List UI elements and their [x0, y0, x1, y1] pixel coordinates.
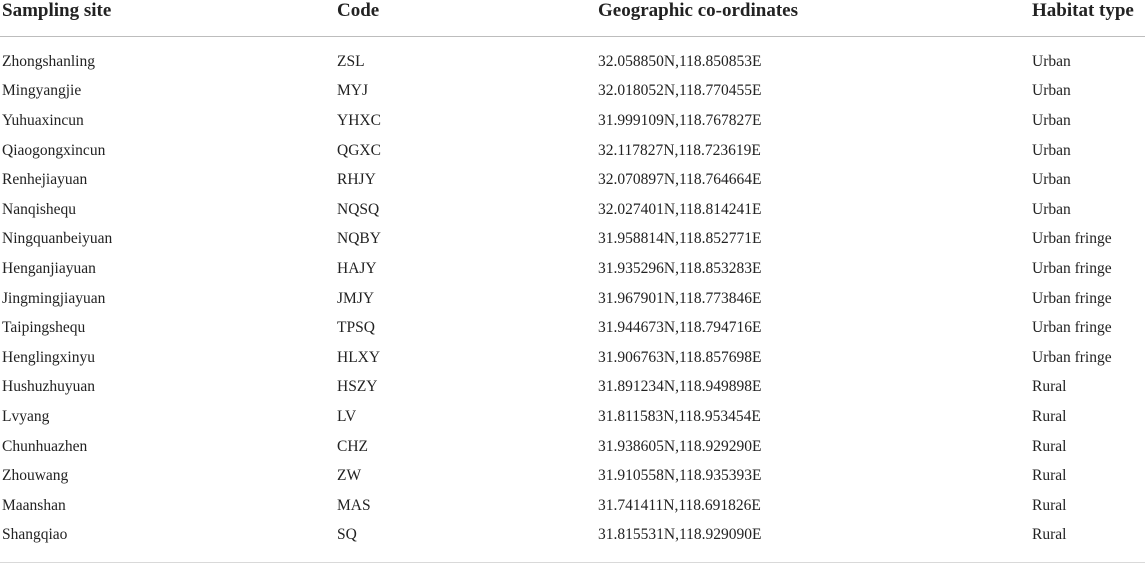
cell-habitat-type: Urban fringe	[1032, 319, 1112, 337]
table-row	[0, 165, 1145, 195]
cell-code: MAS	[337, 496, 371, 514]
table-row	[0, 373, 1145, 403]
cell-code: QGXC	[337, 141, 381, 159]
cell-code: HSZY	[337, 378, 378, 396]
table-row	[0, 136, 1145, 166]
cell-habitat-type: Urban	[1032, 111, 1071, 129]
table-row	[0, 432, 1145, 462]
cell-habitat-type: Rural	[1032, 437, 1067, 455]
cell-sampling-site: Jingmingjiayuan	[2, 289, 106, 307]
cell-code: HAJY	[337, 259, 377, 277]
cell-habitat-type: Rural	[1032, 526, 1067, 544]
cell-code: MYJ	[337, 82, 369, 100]
cell-geographic-coordinates: 31.891234N,118.949898E	[598, 378, 762, 396]
cell-code: ZSL	[337, 52, 365, 70]
cell-geographic-coordinates: 31.958814N,118.852771E	[598, 230, 762, 248]
table-row	[0, 402, 1145, 432]
cell-habitat-type: Urban	[1032, 52, 1071, 70]
cell-geographic-coordinates: 31.811583N,118.953454E	[598, 407, 761, 425]
cell-sampling-site: Chunhuazhen	[2, 437, 88, 455]
table-row	[0, 77, 1145, 107]
cell-geographic-coordinates: 32.018052N,118.770455E	[598, 82, 762, 100]
table-row	[0, 254, 1145, 284]
table-row	[0, 461, 1145, 491]
cell-habitat-type: Urban fringe	[1032, 259, 1112, 277]
cell-sampling-site: Taipingshequ	[2, 319, 86, 337]
cell-habitat-type: Urban fringe	[1032, 289, 1112, 307]
cell-sampling-site: Zhouwang	[2, 467, 69, 485]
cell-geographic-coordinates: 31.999109N,118.767827E	[598, 111, 762, 129]
cell-habitat-type: Urban fringe	[1032, 348, 1112, 366]
header-spacer	[0, 37, 1145, 48]
cell-habitat-type: Rural	[1032, 378, 1067, 396]
cell-geographic-coordinates: 32.070897N,118.764664E	[598, 171, 762, 189]
bottom-rule	[0, 562, 1145, 563]
cell-geographic-coordinates: 32.117827N,118.723619E	[598, 141, 761, 159]
cell-code: ZW	[337, 467, 362, 485]
cell-geographic-coordinates: 32.027401N,118.814241E	[598, 200, 762, 218]
table-header	[0, 0, 1145, 37]
cell-code: JMJY	[337, 289, 375, 307]
cell-code: NQBY	[337, 230, 381, 248]
cell-sampling-site: Ningquanbeiyuan	[2, 230, 113, 248]
cell-habitat-type: Urban	[1032, 141, 1071, 159]
header-geographic-coordinates: Geographic co-ordinates	[598, 0, 1032, 37]
table-row	[0, 343, 1145, 373]
cell-sampling-site: Hushuzhuyuan	[2, 378, 95, 396]
cell-code: HLXY	[337, 348, 381, 366]
cell-habitat-type: Urban	[1032, 200, 1071, 218]
cell-sampling-site: Henglingxinyu	[2, 348, 95, 366]
cell-code: RHJY	[337, 171, 376, 189]
cell-geographic-coordinates: 31.741411N,118.691826E	[598, 496, 761, 514]
cell-habitat-type: Urban	[1032, 82, 1071, 100]
cell-sampling-site: Lvyang	[2, 407, 50, 425]
cell-code: YHXC	[337, 111, 381, 129]
table-body	[0, 37, 1145, 551]
cell-geographic-coordinates: 31.944673N,118.794716E	[598, 319, 762, 337]
header-sampling-site: Sampling site	[0, 0, 337, 37]
cell-code: NQSQ	[337, 200, 380, 218]
table-row	[0, 195, 1145, 225]
table-row	[0, 313, 1145, 343]
table-row	[0, 284, 1145, 314]
cell-sampling-site: Zhongshanling	[2, 52, 95, 70]
cell-sampling-site: Yuhuaxincun	[2, 111, 84, 129]
cell-code: TPSQ	[337, 319, 375, 337]
header-code: Code	[337, 0, 598, 37]
cell-habitat-type: Rural	[1032, 467, 1067, 485]
table-row	[0, 521, 1145, 551]
table-row	[0, 491, 1145, 521]
cell-sampling-site: Shangqiao	[2, 526, 68, 544]
table-row	[0, 47, 1145, 77]
cell-geographic-coordinates: 31.815531N,118.929090E	[598, 526, 762, 544]
cell-geographic-coordinates: 31.967901N,118.773846E	[598, 289, 762, 307]
cell-sampling-site: Henganjiayuan	[2, 259, 96, 277]
cell-habitat-type: Urban fringe	[1032, 230, 1112, 248]
table-row	[0, 106, 1145, 136]
cell-habitat-type: Urban	[1032, 171, 1071, 189]
cell-habitat-type: Rural	[1032, 496, 1067, 514]
cell-geographic-coordinates: 31.938605N,118.929290E	[598, 437, 762, 455]
header-habitat-type: Habitat type	[1032, 0, 1145, 37]
cell-sampling-site: Mingyangjie	[2, 82, 82, 100]
cell-habitat-type: Rural	[1032, 407, 1067, 425]
cell-sampling-site: Renhejiayuan	[2, 171, 88, 189]
table-row	[0, 225, 1145, 255]
cell-code: LV	[337, 407, 357, 425]
cell-sampling-site: Qiaogongxincun	[2, 141, 106, 159]
cell-code: SQ	[337, 526, 357, 544]
header-row	[0, 0, 1145, 37]
cell-code: CHZ	[337, 437, 368, 455]
cell-sampling-site: Maanshan	[2, 496, 66, 514]
cell-geographic-coordinates: 31.910558N,118.935393E	[598, 467, 762, 485]
cell-geographic-coordinates: 31.906763N,118.857698E	[598, 348, 762, 366]
cell-geographic-coordinates: 32.058850N,118.850853E	[598, 52, 762, 70]
cell-sampling-site: Nanqishequ	[2, 200, 77, 218]
cell-geographic-coordinates: 31.935296N,118.853283E	[598, 259, 762, 277]
